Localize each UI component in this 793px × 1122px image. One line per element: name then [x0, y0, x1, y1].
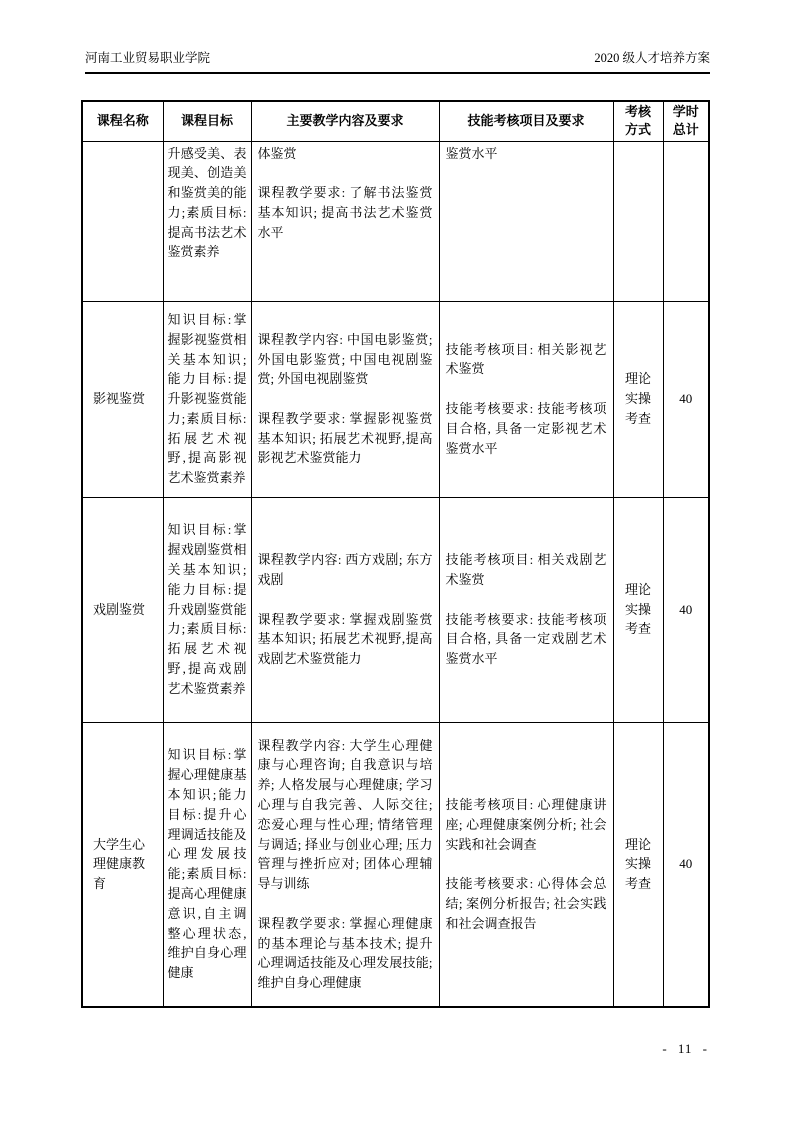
objectives-cell: [163, 497, 251, 722]
objectives-cell: [163, 722, 251, 1007]
exam-method-cell: [613, 141, 663, 301]
col-header-total-hours: [663, 101, 709, 141]
exam-method-line2: 实操: [624, 391, 651, 407]
skill-assessment-requirement-paragraph: 技能考核要求: 技能考核项目合格, 具备一定戏剧艺术鉴赏水平: [445, 611, 607, 667]
page-header: [85, 50, 710, 66]
skill-assessment-requirement-paragraph: 技能考核要求: 心得体会总结; 案例分析报告; 社会实践和社会调查报告: [445, 876, 607, 931]
teaching-content-paragraph: 课程教学内容: 中国电影鉴赏; 外国电影鉴赏; 中国电视剧鉴赏; 外国电视剧鉴赏: [257, 331, 433, 387]
objectives-cell: [163, 301, 251, 497]
teaching-requirements-paragraph: 课程教学要求: 掌握心理健康的基本理论与基本技术; 提升心理调适技能及心理发展技能; 维护自身心理健康: [257, 915, 433, 991]
col-header-course-objectives: 课程目标: [163, 101, 251, 141]
skill-assessment-cell: [439, 141, 613, 301]
exam-method-cell: [613, 497, 663, 722]
objectives-cell: [163, 141, 251, 301]
col-header-total-hours-line1: 学时: [672, 104, 699, 120]
col-header-exam-method-line2: 方式: [624, 122, 651, 138]
teaching-content-paragraph: 课程教学内容: 大学生心理健康与心理咨询; 自我意识与培养; 人格发展与心理健康; 学习心理与自我完善、人际交往; 恋爱心理与性心理; 情绪管理与调适; 择业与创业心理; 压力管理与挫折应对; 团体心理辅导与训练: [257, 737, 433, 892]
exam-method-line3: 考查: [624, 876, 651, 892]
skill-assessment-cell: [439, 722, 613, 1007]
col-header-exam-method: [613, 101, 663, 141]
course-name-cell: 戏剧鉴赏: [82, 497, 163, 722]
course-name-cell: [82, 141, 163, 301]
col-header-skill-assessment: 技能考核项目及要求: [439, 101, 613, 141]
objectives-text: 知识目标:掌握心理健康基本知识;能力目标:提升心理调适技能及心理发展技能;素质目标:提高心理健康意识,自主调整心理状态,维护自身心理健康: [167, 747, 247, 981]
table-row-drama-appreciation: [82, 497, 709, 722]
col-header-course-name: 课程名称: [82, 101, 163, 141]
col-header-exam-method-line1: 考核: [624, 104, 651, 120]
total-hours-cell: 40: [663, 301, 709, 497]
teaching-requirements-paragraph: 课程教学要求: 掌握戏剧鉴赏基本知识; 拓展艺术视野,提高戏剧艺术鉴赏能力: [257, 611, 433, 667]
skill-assessment-cell: [439, 301, 613, 497]
skill-assessment-cell: [439, 497, 613, 722]
header-school-name: 河南工业贸易职业学院: [85, 51, 211, 65]
teaching-content-cell: [251, 497, 439, 722]
exam-method-line2: 实操: [624, 856, 651, 872]
exam-method-line1: 理论: [624, 581, 651, 597]
teaching-content-cell: [251, 141, 439, 301]
teaching-content-paragraph: 体鉴赏: [257, 145, 297, 161]
objectives-text: 知识目标:掌握戏剧鉴赏相关基本知识; 能力目标:提升戏剧鉴赏能力;素质目标:拓展艺术视野,提高戏剧艺术鉴赏素养: [167, 522, 247, 696]
col-header-teaching-content: 主要教学内容及要求: [251, 101, 439, 141]
exam-method-line1: 理论: [624, 371, 651, 387]
table-row-calligraphy-continued: [82, 141, 709, 301]
skill-assessment-item-paragraph: 技能考核项目: 相关戏剧艺术鉴赏: [445, 552, 607, 587]
skill-assessment-item-paragraph: 技能考核项目: 相关影视艺术鉴赏: [445, 341, 607, 377]
table-row-film-appreciation: [82, 301, 709, 497]
skill-assessment-requirement-paragraph: 技能考核要求: 技能考核项目合格, 具备一定影视艺术鉴赏水平: [445, 401, 607, 456]
teaching-requirements-paragraph: 课程教学要求: 了解书法鉴赏基本知识; 提高书法艺术鉴赏水平: [257, 185, 433, 240]
skill-assessment-paragraph: 鉴赏水平: [445, 145, 498, 161]
header-rule: [85, 72, 710, 74]
teaching-content-cell: [251, 301, 439, 497]
total-hours-cell: 40: [663, 497, 709, 722]
table-row-mental-health-education: [82, 722, 709, 1007]
total-hours-cell: [663, 141, 709, 301]
teaching-requirements-paragraph: 课程教学要求: 掌握影视鉴赏基本知识; 拓展艺术视野,提高影视艺术鉴赏能力: [257, 410, 433, 466]
exam-method-line3: 考查: [624, 621, 651, 637]
total-hours-cell: 40: [663, 722, 709, 1007]
col-header-total-hours-line2: 总计: [672, 122, 699, 138]
course-name-cell: 影视鉴赏: [82, 301, 163, 497]
objectives-text: 知识目标:掌握影视鉴赏相关基本知识; 能力目标:提升影视鉴赏能力;素质目标:拓展艺术视野,提高影视艺术鉴赏素养: [167, 311, 247, 486]
objectives-text: 升感受美、表现美、创造美和鉴赏美的能力;素质目标:提高书法艺术鉴赏素养: [167, 145, 247, 260]
page-number: - 11 -: [662, 1041, 708, 1056]
curriculum-table: [81, 100, 710, 1008]
exam-method-line3: 考查: [624, 410, 651, 426]
teaching-content-paragraph: 课程教学内容: 西方戏剧; 东方戏剧: [257, 552, 433, 587]
exam-method-cell: [613, 722, 663, 1007]
exam-method-line2: 实操: [624, 601, 651, 617]
teaching-content-cell: [251, 722, 439, 1007]
page-footer: [662, 1041, 708, 1057]
skill-assessment-item-paragraph: 技能考核项目: 心理健康讲座; 心理健康案例分析; 社会实践和社会调查: [445, 796, 607, 852]
exam-method-cell: [613, 301, 663, 497]
course-name-cell: 大学生心理健康教育: [82, 722, 163, 1007]
exam-method-line1: 理论: [624, 836, 651, 852]
table-header-row: [82, 101, 709, 141]
header-document-title: 2020 级人才培养方案: [594, 51, 710, 65]
